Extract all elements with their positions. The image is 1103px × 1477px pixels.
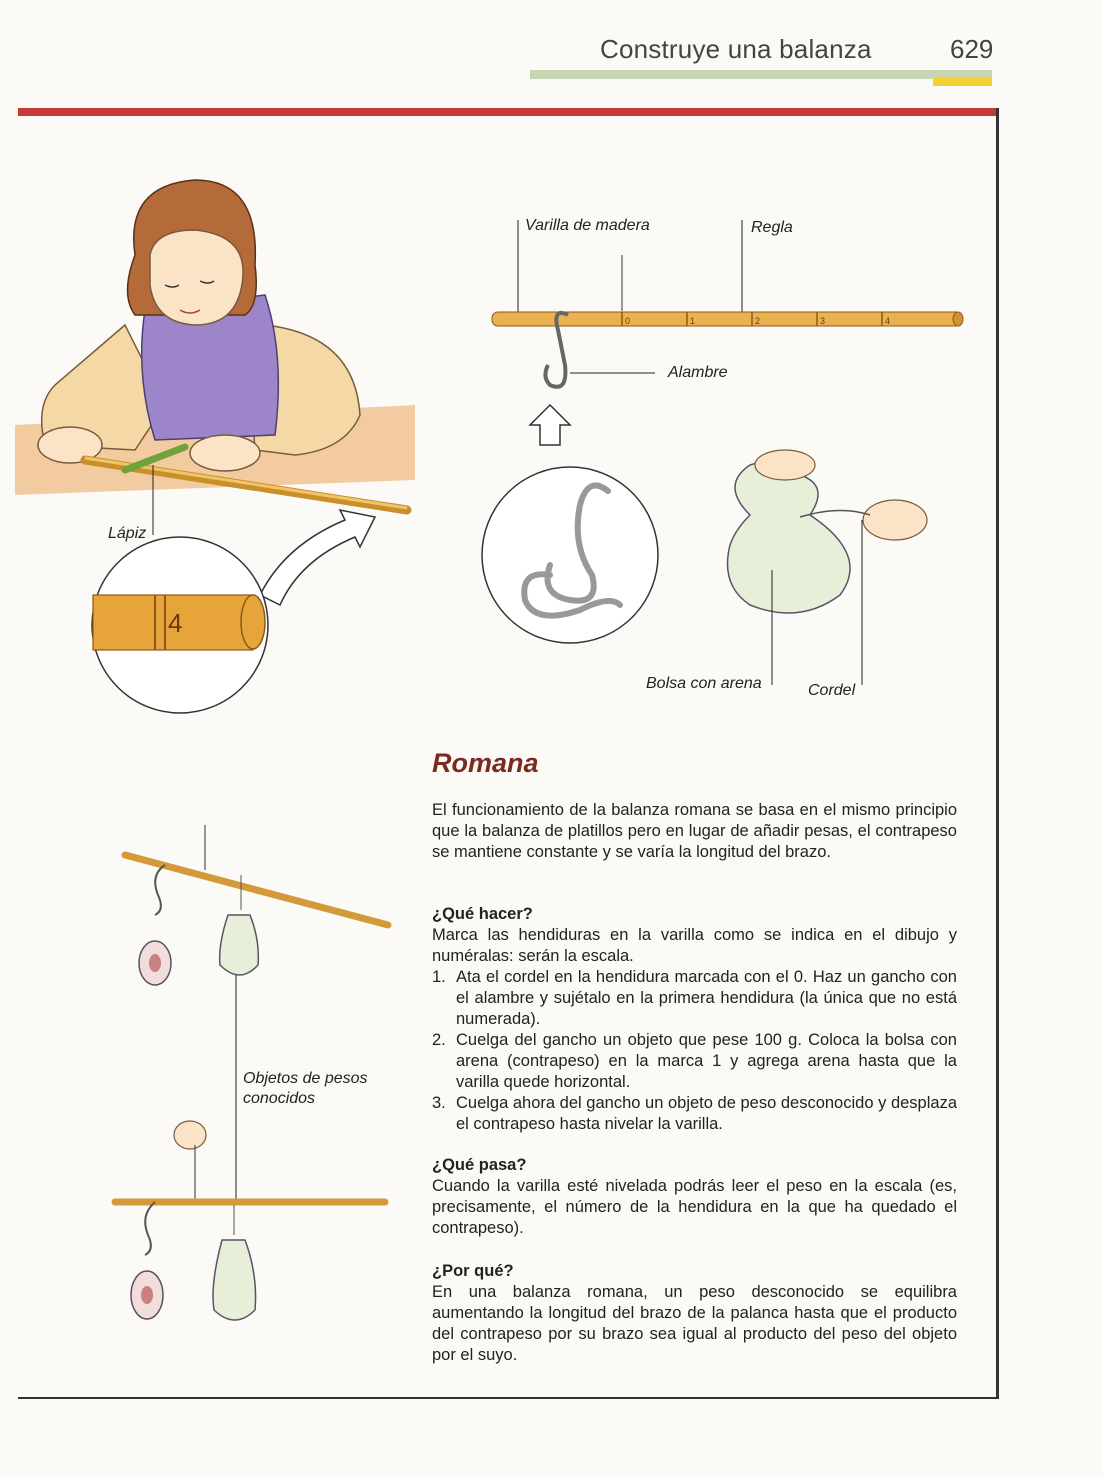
step-text: Cuelga ahora del gancho un objeto de peso desconocido y desplaza el contrapeso hasta nivelar la varilla. xyxy=(456,1094,957,1133)
objetos-caption-line1: Objetos de pesos xyxy=(243,1070,368,1087)
step-text: Ata el cordel en la hendidura marcada con el 0. Haz un gancho con el alambre y sujétalo en la primera hendidura (la única que no está numerada). xyxy=(456,968,957,1028)
intro-text: El funcionamiento de la balanza romana se basa en el mismo principio que la balanza de platillos pero en lugar de añadir pesas, el contrapeso se mantiene constante y se varía la longitud del brazo. xyxy=(432,801,957,861)
header-yellow-bar xyxy=(933,78,992,86)
rod-hook-illustration xyxy=(480,215,980,685)
intro-paragraph xyxy=(432,800,957,863)
varilla-caption: Varilla de madera xyxy=(525,217,650,234)
que-hacer-text: Marca las hendiduras en la varilla como se indica en el dibujo y numéralas: serán la escala. xyxy=(432,926,957,965)
list-item xyxy=(432,1093,957,1135)
ruler-mark-2: 2 xyxy=(755,316,761,326)
page-header-title: Construye una balanza xyxy=(600,34,872,64)
page-number: 629 xyxy=(950,34,994,64)
que-pasa-text: Cuando la varilla esté nivelada podrás leer el peso en la escala (es, precisamente, el número de la hendidura en la que ha quedado el contrapeso). xyxy=(432,1177,957,1237)
ruler-mark-3: 3 xyxy=(820,316,826,326)
top-red-rule xyxy=(18,108,998,116)
steps-list xyxy=(432,967,957,1135)
cordel-caption: Cordel xyxy=(808,682,856,699)
ruler-mark-0: 0 xyxy=(625,316,631,326)
que-hacer-heading: ¿Qué hacer? xyxy=(432,905,533,923)
frame-bottom-border xyxy=(18,1397,999,1399)
objetos-caption-line2: conocidos xyxy=(243,1090,316,1107)
ruler-mark-4: 4 xyxy=(885,316,891,326)
step-text: Cuelga del gancho un objeto que pese 100 g. Coloca la bolsa con arena (contrapeso) en la marca 1 y agrega arena hasta que la varilla quede horizontal. xyxy=(456,1031,957,1091)
ruler-mark-1: 1 xyxy=(690,316,696,326)
por-que-text: En una balanza romana, un peso desconocido se equilibra aumentando la longitud del brazo de la palanca hasta que el producto del contrapeso por su brazo sea igual al producto del peso del objeto por el suyo. xyxy=(432,1283,957,1364)
que-pasa-heading: ¿Qué pasa? xyxy=(432,1156,527,1174)
step-number: 2. xyxy=(432,1031,446,1049)
por-que-block xyxy=(432,1261,957,1366)
regla-caption: Regla xyxy=(751,219,793,236)
header-green-bar xyxy=(530,70,992,79)
list-item xyxy=(432,1030,957,1093)
bolsa-caption: Bolsa con arena xyxy=(646,675,762,692)
step-number: 1. xyxy=(432,968,446,986)
por-que-heading: ¿Por qué? xyxy=(432,1262,514,1280)
que-hacer-block xyxy=(432,904,957,1135)
frame-right-border xyxy=(996,108,999,1399)
list-item xyxy=(432,967,957,1030)
alambre-caption: Alambre xyxy=(668,364,728,381)
lapiz-caption: Lápiz xyxy=(108,525,147,542)
zoom-mark-label: 4 xyxy=(168,608,183,638)
que-pasa-block xyxy=(432,1155,957,1239)
girl-marking-rod-illustration xyxy=(15,175,420,735)
section-title: Romana xyxy=(432,748,539,778)
step-number: 3. xyxy=(432,1094,446,1112)
